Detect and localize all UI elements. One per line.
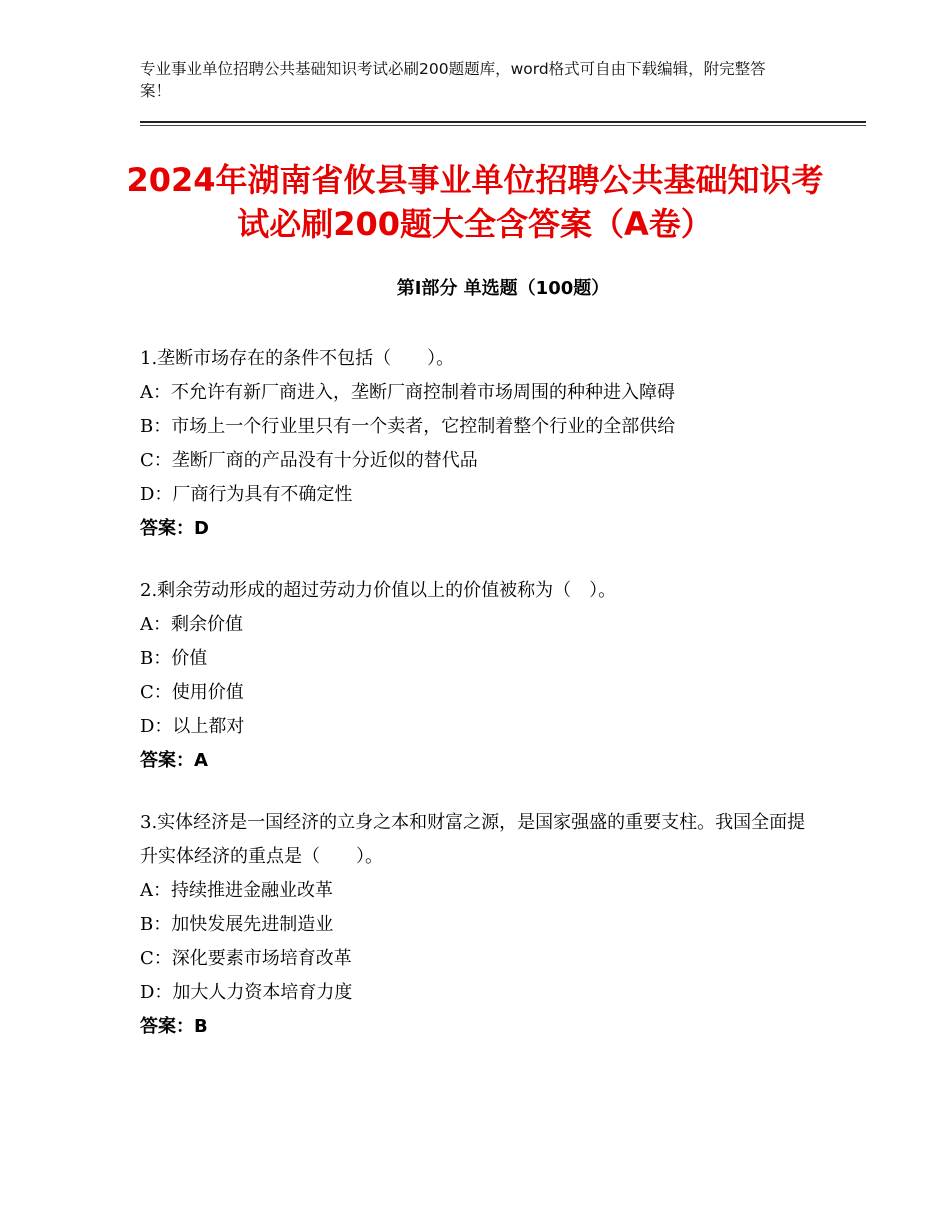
option-d: D：以上都对	[140, 716, 245, 737]
header-note: 专业事业单位招聘公共基础知识考试必刷200题题库，word格式可自由下载编辑，附完整答案！	[140, 60, 766, 100]
header-divider-thin	[140, 125, 866, 126]
section-title: 第Ⅰ部分 单选题（100题）	[396, 278, 610, 299]
option-c: C：垄断厂商的产品没有十分近似的替代品	[140, 450, 478, 471]
option-c: C：深化要素市场培育改革	[140, 948, 352, 969]
option-b: B：市场上一个行业里只有一个卖者，它控制着整个行业的全部供给	[140, 416, 676, 437]
option-a: A：持续推进金融业改革	[140, 880, 333, 901]
question-stem: 1.垄断市场存在的条件不包括（ ）。	[140, 348, 455, 369]
document-title: 2024年湖南省攸县事业单位招聘公共基础知识考试必刷200题大全含答案（A卷）	[126, 161, 824, 243]
answer-line: 答案：B	[140, 1016, 208, 1037]
question-3	[140, 806, 820, 1044]
question-2	[140, 574, 820, 778]
option-b: B：价值	[140, 648, 208, 669]
option-a: A：剩余价值	[140, 614, 243, 635]
question-list	[140, 342, 820, 1072]
option-c: C：使用价值	[140, 682, 244, 703]
answer-line: 答案：A	[140, 750, 208, 771]
answer-line: 答案：D	[140, 518, 209, 539]
question-stem: 3.实体经济是一国经济的立身之本和财富之源，是国家强盛的重要支柱。我国全面提升实体经济的重点是（ ）。	[140, 812, 806, 867]
question-stem: 2.剩余劳动形成的超过劳动力价值以上的价值被称为（ ）。	[140, 580, 617, 601]
option-d: D：加大人力资本培育力度	[140, 982, 353, 1003]
option-a: A：不允许有新厂商进入，垄断厂商控制着市场周围的种种进入障碍	[140, 382, 675, 403]
option-b: B：加快发展先进制造业	[140, 914, 334, 935]
option-d: D：厂商行为具有不确定性	[140, 484, 353, 505]
header-divider-thick	[140, 121, 866, 123]
question-1	[140, 342, 820, 546]
